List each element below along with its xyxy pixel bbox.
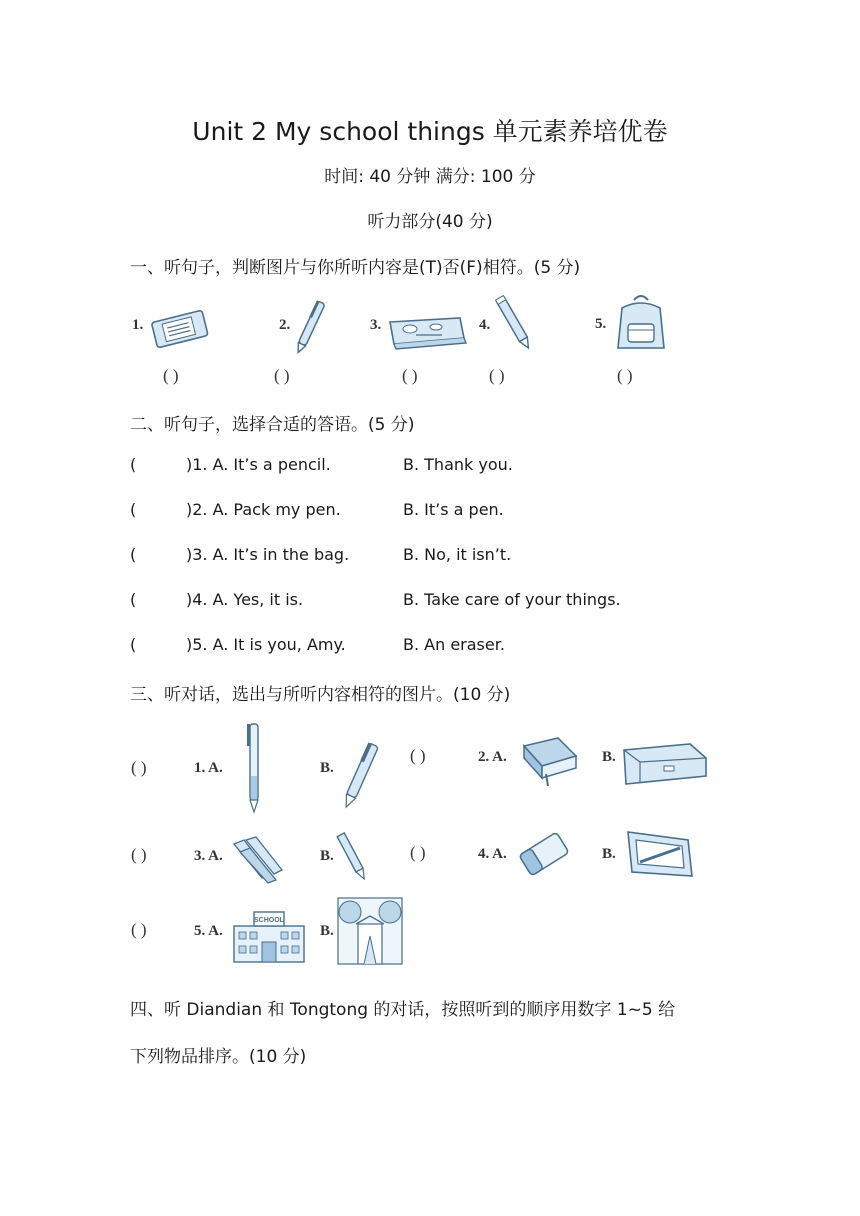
s3-q2-label-a: 2. A. [478,749,507,765]
schoolbag-icon [610,292,672,354]
s2-q1-option-b: B. Thank you. [403,455,513,474]
s1-item1-number: 1. [132,317,144,333]
s2-q2-option-a: )2. A. Pack my pen. [186,500,341,519]
s2-q3-option-b: B. No, it isn’t. [403,545,512,564]
pencil-icon [492,292,536,356]
pencil-box-icon [620,740,710,788]
s2-q4-option-a: )4. A. Yes, it is. [186,590,304,609]
s2-q4-option-b: B. Take care of your things. [403,590,621,609]
s2-q2-option-b: B. It’s a pen. [403,500,504,519]
school-building-icon [230,900,308,964]
s3-q3-answer-box[interactable]: ( ) [131,845,147,864]
s3-q1-answer-box[interactable]: ( ) [131,758,147,777]
exam-meta: 时间: 40 分钟 满分: 100 分 [324,167,536,187]
page-title: Unit 2 My school things 单元素养培优卷 [192,117,668,146]
s2-q3-option-a: )3. A. It’s in the bag. [186,545,350,564]
pencil-case-icon [386,308,468,350]
s3-q4-answer-box[interactable]: ( ) [410,843,426,862]
eraser-icon [516,826,572,882]
s3-q2-label-b: B. [602,749,616,765]
ballpoint-pen-icon [244,720,264,814]
s3-q5-label-a: 5. A. [194,923,223,939]
s1-item5-answer-box[interactable]: ( ) [617,366,633,385]
pen-icon [293,296,327,358]
s1-item5-number: 5. [595,316,607,332]
s2-q5-option-b: B. An eraser. [403,635,505,654]
s3-q5-label-b: B. [320,923,334,939]
s2-q3-answer-box[interactable]: ( [130,545,137,564]
section4-heading-line1: 四、听 Diandian 和 Tongtong 的对话，按照听到的顺序用数字 1~5 给 [130,1000,676,1020]
eraser-icon [150,308,212,352]
s1-item3-answer-box[interactable]: ( ) [402,366,418,385]
part-heading: 听力部分(40 分) [367,212,493,232]
s3-q3-label-b: B. [320,848,334,864]
s3-q1-label-b: B. [320,760,334,776]
s2-q5-answer-box[interactable]: ( [130,635,137,654]
s3-q5-answer-box[interactable]: ( ) [131,920,147,939]
section1-heading: 一、听句子，判断图片与你所听内容是(T)否(F)相符。(5 分) [130,258,581,278]
s3-q2-answer-box[interactable]: ( ) [410,746,426,765]
s2-q4-answer-box[interactable]: ( [130,590,137,609]
s3-q4-label-a: 4. A. [478,846,507,862]
s1-item4-answer-box[interactable]: ( ) [489,366,505,385]
book-icon [518,734,580,788]
s1-item4-number: 4. [479,317,491,333]
s1-item2-number: 2. [279,317,291,333]
pencil-icon [336,828,368,884]
park-gate-icon [336,896,404,966]
s2-q1-answer-box[interactable]: ( [130,455,137,474]
pen-icon [340,738,380,814]
s1-item2-answer-box[interactable]: ( ) [274,366,290,385]
pencil-sharpener-icon [622,826,698,882]
s2-q1-option-a: )1. A. It’s a pencil. [186,455,331,474]
s2-q5-option-a: )5. A. It is you, Amy. [186,635,346,654]
school-sign: SCHOOL [254,917,284,924]
s3-q4-label-b: B. [602,846,616,862]
s3-q3-label-a: 3. A. [194,848,223,864]
s1-item3-number: 3. [370,317,382,333]
crayons-icon [230,834,290,884]
section3-heading: 三、听对话，选出与所听内容相符的图片。(10 分) [130,685,511,705]
s2-q2-answer-box[interactable]: ( [130,500,137,519]
s3-q1-label-a: 1. A. [194,760,223,776]
s1-item1-answer-box[interactable]: ( ) [163,366,179,385]
section2-heading: 二、听句子，选择合适的答语。(5 分) [130,415,415,435]
section4-heading-line2: 下列物品排序。(10 分) [130,1047,307,1067]
